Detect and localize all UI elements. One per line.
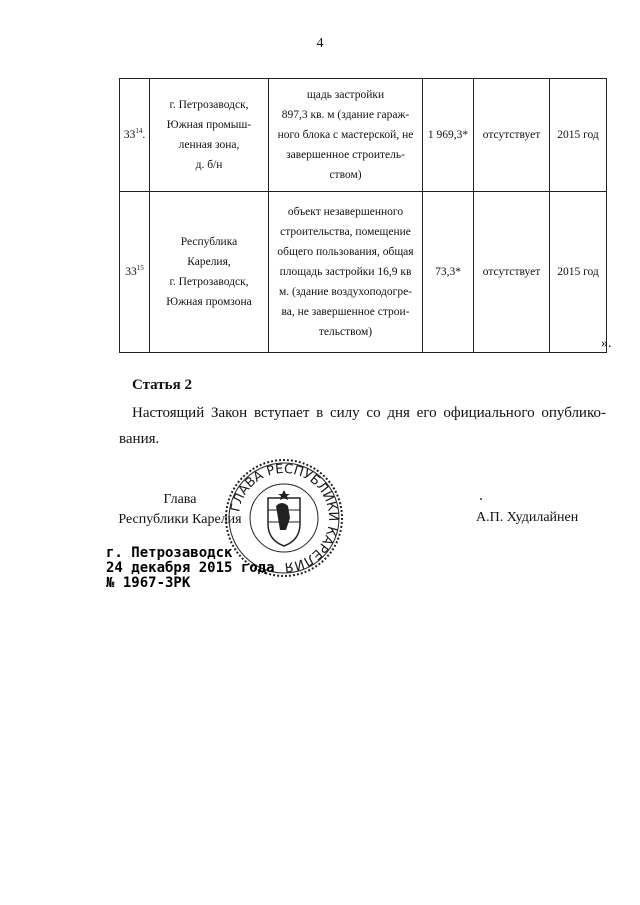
signature-title-line: Республики Карелия xyxy=(118,512,242,527)
value-cell: 1 969,3* xyxy=(423,79,474,192)
stamp-number: № 1967-ЗРК xyxy=(106,575,191,591)
ink-dot xyxy=(480,498,482,500)
signature-title-line: Глава xyxy=(163,492,197,507)
status-cell: отсутствует xyxy=(474,79,550,192)
coat-of-arms-icon xyxy=(268,490,300,546)
article-paragraph: Настоящий Закон вступает в силу со дня его официального опубликования. xyxy=(119,405,606,447)
table-row xyxy=(120,79,607,192)
status-cell: отсутствует xyxy=(474,192,550,353)
seal-text: ГЛАВА РЕСПУБЛИКИ КАРЕЛИЯ xyxy=(228,461,341,575)
stamp-city: г. Петрозаводск xyxy=(106,545,233,561)
register-table xyxy=(119,78,607,353)
description-cell: объект незавершенного строительства, помещение общего пользования, общая площадь застройки 16,9 кв м. (здание воздухоподогре- ва, не завершенное строи- тельством) xyxy=(269,192,423,353)
closing-quote: ». xyxy=(601,336,612,351)
location-cell: г. Петрозаводск, Южная промыш- ленная зона, д. б/н xyxy=(150,79,269,192)
row-number: $33^{15}$ xyxy=(120,192,150,353)
value-cell: 73,3* xyxy=(423,192,474,353)
stamp-date: 24 декабря 2015 года xyxy=(106,560,275,576)
article-heading: Статья 2 xyxy=(132,377,192,393)
signing-stamp xyxy=(106,546,275,591)
signatory-name: А.П. Худилайнен xyxy=(476,510,579,525)
year-cell: 2015 год xyxy=(550,192,607,353)
table-row xyxy=(120,192,607,353)
location-cell: Республика Карелия, г. Петрозаводск, Южная промзона xyxy=(150,192,269,353)
page-number: 4 xyxy=(316,36,324,51)
description-cell: щадь застройки 897,3 кв. м (здание гараж- ного блока с мастерской, не завершенное строитель- ством) xyxy=(269,79,423,192)
year-cell: 2015 год xyxy=(550,79,607,192)
row-number: $33^{14}$. xyxy=(120,79,150,192)
